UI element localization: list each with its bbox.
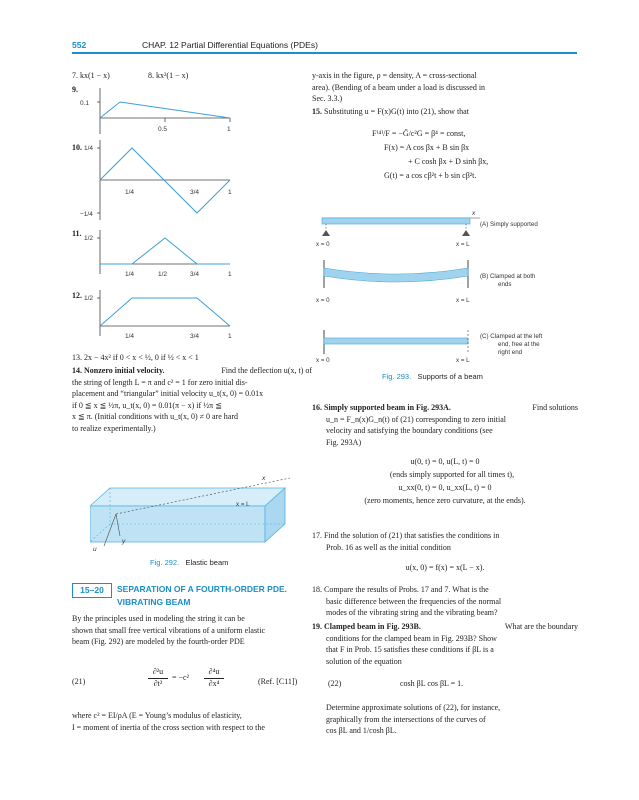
graph-9-xend: 1 xyxy=(227,126,231,133)
fig-293-c-x0: x = 0 xyxy=(316,357,330,364)
graph-11-x2: 1/2 xyxy=(158,271,168,278)
fig-293-b-label: (B) Clamped at both xyxy=(480,273,536,280)
fig-293-a-x0: x = 0 xyxy=(316,241,330,248)
bc16-line-4: (zero moments, hence zero curvature, at the ends). xyxy=(364,496,526,505)
problem-14-line-5: x ≦ π. (Initial conditions with u_t(x, 0) ≠ 0 are hard xyxy=(72,412,238,422)
graph-10-x1: 1/4 xyxy=(125,189,135,196)
problem-14 xyxy=(72,365,312,435)
problem-14-line-6: to realize experimentally.) xyxy=(72,423,156,433)
fig-293-number: Fig. 293. xyxy=(382,372,412,381)
problem-15 xyxy=(312,106,469,118)
problem-14-line-1: Find the deflection u(x, t) of xyxy=(221,366,312,375)
graph-10-ytop: 1/4 xyxy=(84,145,94,152)
fig-293-a-xL: x = L xyxy=(456,241,470,248)
bc16-line-1: u(0, t) = 0, u(L, t) = 0 xyxy=(410,457,480,466)
fig-292-number: Fig. 292. xyxy=(150,558,180,567)
fig-293-caption xyxy=(382,372,483,381)
problem-14-line-3: placement and “triangular” initial velocity u_t(x, 0) = 0.01x xyxy=(72,389,264,399)
fig-292-x-axis: x xyxy=(262,475,266,482)
problem-16-line-1: Find solutions xyxy=(532,403,578,412)
fig-292-xL: x = L xyxy=(236,501,250,508)
problem-16-line-4: Fig. 293A) xyxy=(326,437,362,447)
eq-21-rhs-den: ∂x⁴ xyxy=(208,679,220,688)
fig-293-a-label: (A) Simply supported xyxy=(480,221,538,228)
para1-line-1: By the principles used in modeling the string it can be xyxy=(72,614,245,623)
fig-293-c xyxy=(316,330,543,364)
bc16-line-2: (ends simply supported for all times t), xyxy=(389,470,515,479)
problem-18-line-1: 18. Compare the results of Probs. 17 and 7. What is the xyxy=(312,585,489,594)
fig-292-y-axis: y xyxy=(122,538,126,545)
header-rule xyxy=(72,52,577,54)
graph-11-x3: 3/4 xyxy=(190,271,200,278)
graph-12-x1: 1/4 xyxy=(125,333,135,340)
problem-10-label: 10. xyxy=(72,143,82,152)
problem-18-line-2: basic difference between the frequencies of the normal xyxy=(326,596,502,606)
problem-16-title: 16. Simply supported beam in Fig. 293A. xyxy=(312,403,451,412)
section-paragraph-2 xyxy=(72,710,312,733)
problem-19 xyxy=(312,621,578,667)
graph-9-xmid: 0.5 xyxy=(158,126,168,133)
graph-10-ybottom: −1/4 xyxy=(80,211,93,218)
eq15-line-2: F(x) = A cos βx + B sin βx xyxy=(384,143,470,152)
problem-16-line-3: velocity and satisfying the boundary conditions (see xyxy=(326,426,493,436)
page-number: 552 xyxy=(72,40,87,50)
graph-10 xyxy=(80,140,232,220)
problem-16 xyxy=(312,402,578,448)
graph-12-x3: 1 xyxy=(228,333,232,340)
problem-15-label: 15. xyxy=(312,107,322,116)
fig-293-b-label-2: ends xyxy=(498,281,512,288)
eq-21 xyxy=(148,666,260,696)
chapter-title: CHAP. 12 Partial Differential Equations (PDEs) xyxy=(142,40,318,50)
problem-14-title: 14. Nonzero initial velocity. xyxy=(72,366,165,375)
eq15-line-4: G(t) = a cos cβ²t + b sin cβ²t. xyxy=(384,171,477,180)
problem-19-line-1: What are the boundary xyxy=(504,622,578,631)
problem-9-label: 9. xyxy=(72,85,78,94)
ic17: u(x, 0) = f(x) = x(L − x). xyxy=(405,563,485,572)
problem-7: 7. kx(1 − x) xyxy=(72,71,110,80)
problem-18-line-3: modes of the vibrating string and the vibrating beam? xyxy=(326,608,498,618)
problem-19-line-3: that F in Prob. 15 satisfies these conditions if βL is a xyxy=(326,645,494,655)
initial-deflection-graphs xyxy=(80,84,320,354)
problem-15-text: Substituting u = F(x)G(t) into (21), show that xyxy=(324,107,469,116)
section-paragraph-1 xyxy=(72,613,312,648)
graph-10-x3: 1 xyxy=(228,189,232,196)
graph-12 xyxy=(84,290,232,340)
fig-293-c-label-3: right end xyxy=(498,349,523,356)
graph-11-x4: 1 xyxy=(228,271,232,278)
problem-16-line-2: u_n = F_n(x)G_n(t) of (21) corresponding to zero initial xyxy=(326,414,507,424)
eq-21-ref: (Ref. [C11]) xyxy=(258,677,298,686)
section-title: SEPARATION OF A FOURTH-ORDER PDE. VIBRATING BEAM xyxy=(117,584,287,607)
graph-12-curve xyxy=(100,298,230,326)
graph-11 xyxy=(84,230,232,278)
fig-293-x-axis: x xyxy=(472,210,476,217)
right-intro xyxy=(312,70,578,105)
problem-19-line-2: conditions for the clamped beam in Fig. 293B? Show xyxy=(326,633,497,643)
para2-line-2: I = moment of inertia of the cross section with respect to the xyxy=(72,722,265,732)
eq15-line-3: + C cosh βx + D sinh βx, xyxy=(408,157,489,166)
graph-9-curve xyxy=(100,102,230,118)
graph-10-x2: 3/4 xyxy=(190,189,200,196)
p19-end-line-1: Determine approximate solutions of (22), for instance, xyxy=(326,703,501,712)
eq-22-label: (22) xyxy=(328,679,342,688)
eq15-line-1: F⁽⁴⁾/F = −G̈/c²G = β⁴ = const, xyxy=(372,129,466,138)
problem-12-label: 12. xyxy=(72,291,82,300)
problem-17 xyxy=(312,530,578,553)
problem-14-line-2: the string of length L = π and c² = 1 for zero initial dis- xyxy=(72,377,248,387)
graph-11-curve xyxy=(100,238,230,264)
fig-293-c-xL: x = L xyxy=(456,357,470,364)
eq-21-lhs-den: ∂t² xyxy=(153,679,163,688)
problem-19-title: 19. Clamped beam in Fig. 293B. xyxy=(312,622,421,631)
problem-18 xyxy=(312,584,578,619)
p19-end-line-2: graphically from the intersections of the curves of xyxy=(326,714,486,724)
fig-293-b xyxy=(316,260,536,304)
graph-9-ymax: 0.1 xyxy=(80,100,90,107)
intro-line-2: area). (Bending of a beam under a load is discussed in xyxy=(312,82,486,92)
bc16-line-3: u_xx(0, t) = 0, u_xx(L, t) = 0 xyxy=(398,483,492,492)
problem-13: 13. 2x − 4x² if 0 < x < ½, 0 if ½ < x < 1 xyxy=(72,353,199,362)
problem-11-label: 11. xyxy=(72,229,82,238)
problem-19-end xyxy=(326,702,578,737)
problem-19-line-4: solution of the equation xyxy=(326,656,402,666)
graph-9 xyxy=(80,88,231,134)
problem-14-line-4: if 0 ≦ x ≦ ½π, u_t(x, 0) = 0.01(π − x) if ½π ≦ xyxy=(72,400,222,410)
eq-21-rhs-num: ∂⁴u xyxy=(204,666,224,679)
eq-21-mid: = −c² xyxy=(172,673,189,682)
graph-11-ytop: 1/2 xyxy=(84,235,94,242)
intro-line-3: Sec. 3.3.) xyxy=(312,94,343,104)
fig-293-title: Supports of a beam xyxy=(417,372,483,381)
fig-292-caption xyxy=(150,558,228,567)
eq-21-label: (21) xyxy=(72,677,86,686)
fig-292-u-axis: u xyxy=(93,546,97,553)
fig-293-supports xyxy=(312,196,582,368)
fig-292-elastic-beam xyxy=(90,468,300,558)
fig-293-c-label: (C) Clamped at the left xyxy=(480,333,543,340)
eq-22: cosh βL cos βL = 1. xyxy=(400,679,464,688)
graph-10-curve xyxy=(100,148,230,213)
graph-12-ytop: 1/2 xyxy=(84,295,94,302)
fig-293-a xyxy=(316,210,538,248)
para1-line-2: shown that small free vertical vibrations of a uniform elastic xyxy=(72,625,266,635)
problem-17-line-2: Prob. 16 as well as the initial condition xyxy=(326,542,451,552)
graph-11-x1: 1/4 xyxy=(125,271,135,278)
intro-line-1: y-axis in the figure, ρ = density, A = cross-sectional xyxy=(312,71,477,80)
graph-12-x2: 3/4 xyxy=(190,333,200,340)
p19-end-line-3: cos βL and 1/cosh βL. xyxy=(326,726,397,736)
section-number: 15–20 xyxy=(72,583,112,598)
fig-293-b-xL: x = L xyxy=(456,297,470,304)
eq-21-lhs-num: ∂²u xyxy=(148,666,168,679)
fig-292-title: Elastic beam xyxy=(185,558,229,567)
para1-line-3: beam (Fig. 292) are modeled by the fourth-order PDE xyxy=(72,637,245,647)
fig-293-c-label-2: end, free at the xyxy=(498,341,540,348)
problem-17-line-1: 17. Find the solution of (21) that satisfies the conditions in xyxy=(312,531,500,540)
problem-8: 8. kx²(1 − x) xyxy=(148,71,189,80)
fig-293-b-x0: x = 0 xyxy=(316,297,330,304)
para2-line-1: where c² = EI/ρA (E = Young’s modulus of elasticity, xyxy=(72,711,242,720)
